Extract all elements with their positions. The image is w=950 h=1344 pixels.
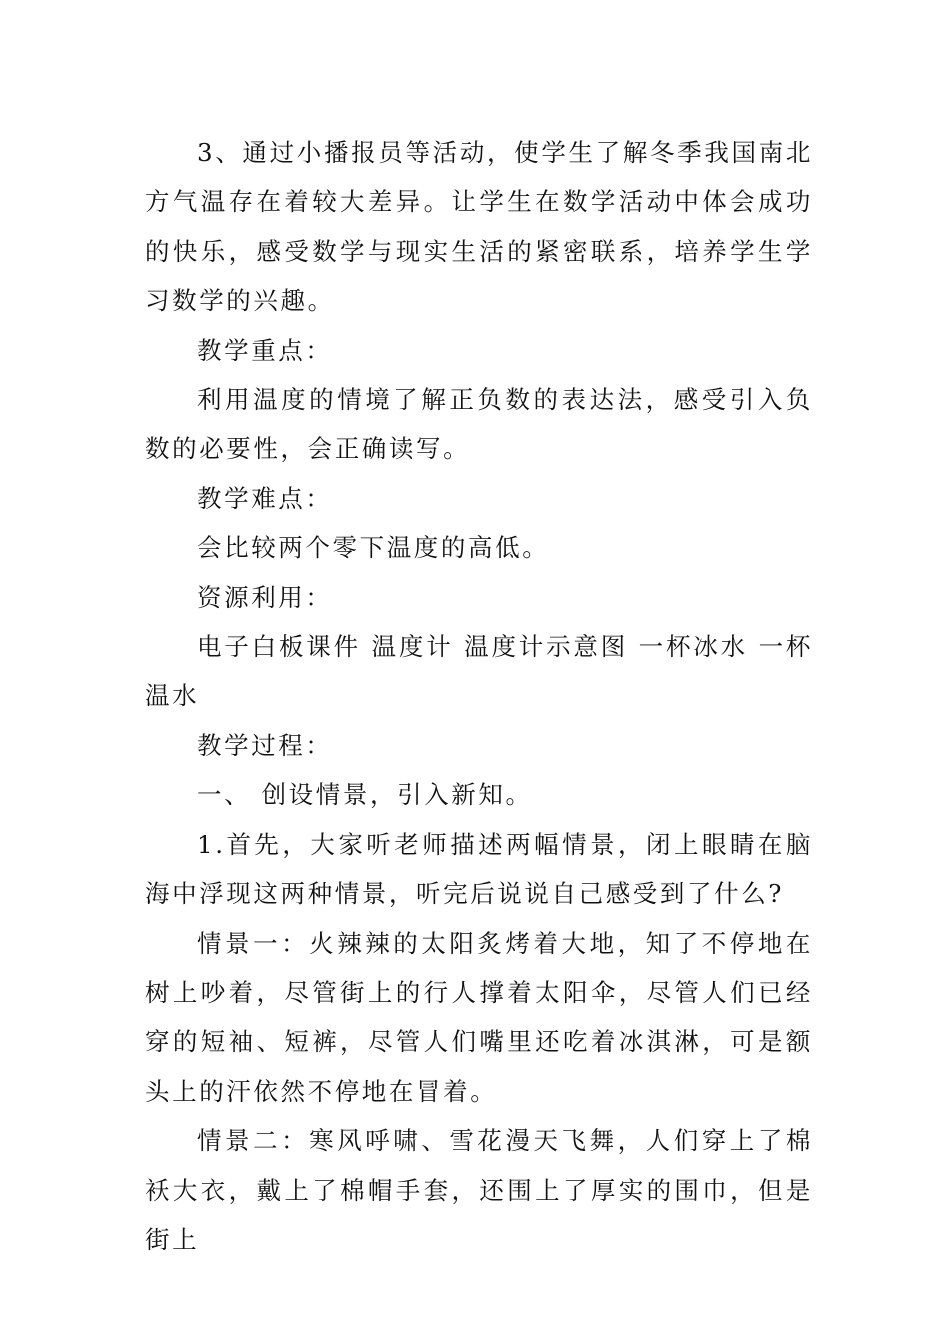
section-heading-1: 一、 创设情景，引入新知。 [197,780,533,810]
paragraph-resources: 电子白板课件 温度计 温度计示意图 一杯冰水 一杯温水 [145,632,813,711]
paragraph-objective-3: 3、通过小播报员等活动，使学生了解冬季我国南北方气温存在着较大差异。让学生在数学活动中体会成功的快乐，感受数学与现实生活的紧密联系，培养学生学习数学的兴趣。 [145,138,813,316]
paragraph-step-1: 1.首先，大家听老师描述两幅情景，闭上眼睛在脑海中浮现这两种情景，听完后说说自己感受到了什么? [145,829,813,909]
paragraph-teaching-difficulty: 会比较两个零下温度的高低。 [197,533,550,563]
paragraph-scene-2: 情景二：寒风呼啸、雪花漫天飞舞，人们穿上了棉袄大衣，戴上了棉帽手套，还围上了厚实的围巾，但是街上 [145,1126,813,1254]
paragraph-scene-1: 情景一：火辣辣的太阳炙烤着大地，知了不停地在树上吵着，尽管街上的行人撑着太阳伞，尽管人们已经穿的短袖、短裤，尽管人们嘴里还吃着冰淇淋，可是额头上的汗依然不停地在冒着。 [145,928,813,1106]
heading-resources: 资源利用： [197,582,333,612]
paragraph-teaching-focus: 利用温度的情境了解正负数的表达法，感受引入负数的必要性，会正确读写。 [145,385,813,464]
heading-teaching-difficulty: 教学难点： [197,483,333,513]
heading-teaching-focus: 教学重点： [197,335,333,365]
document-body [145,128,813,1264]
heading-teaching-process: 教学过程： [197,730,333,760]
